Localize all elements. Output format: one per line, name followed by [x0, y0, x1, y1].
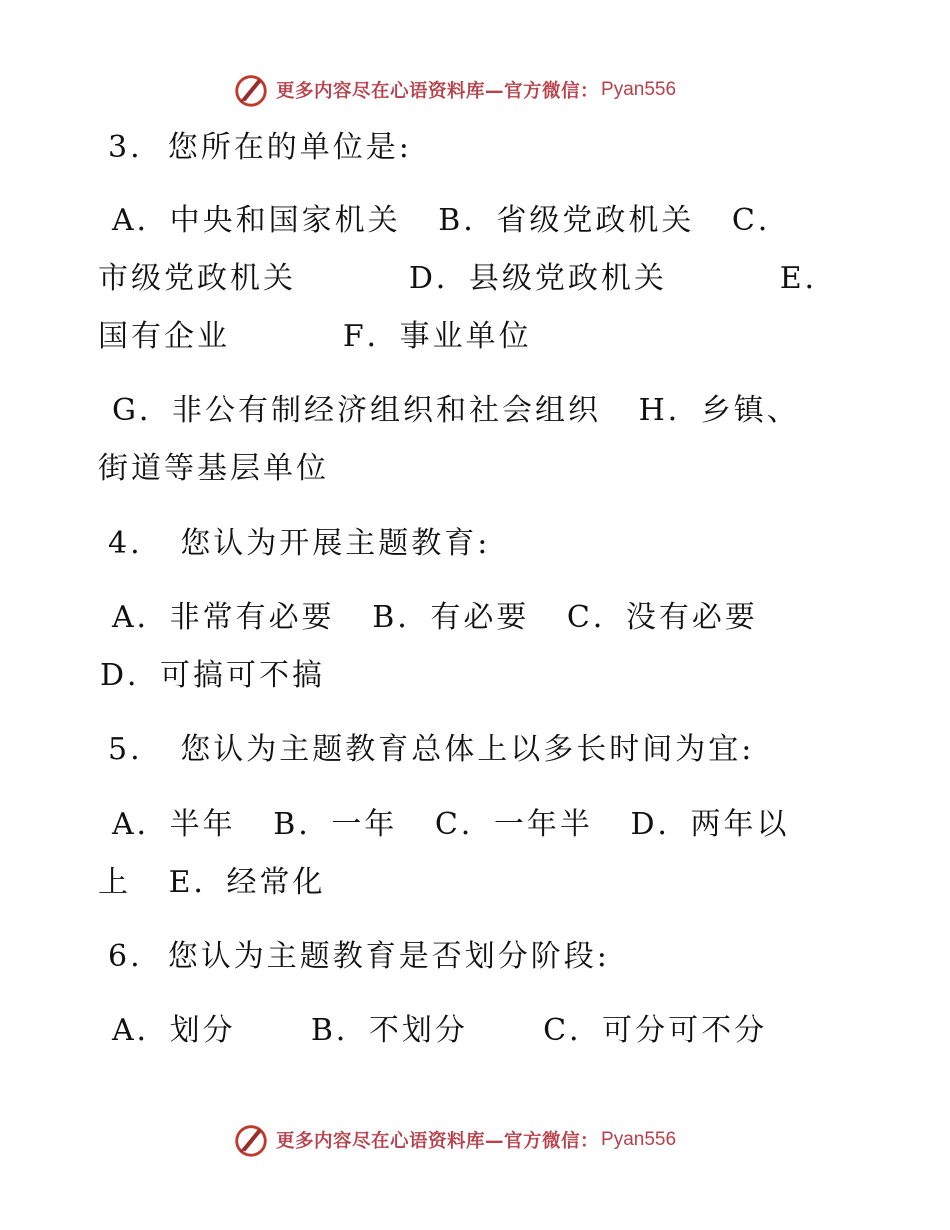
wechat-id: Pyan556 — [601, 79, 677, 100]
question-5-title: 5. 您认为主题教育总体上以多长时间为宜: — [108, 732, 755, 767]
wechat-id: Pyan556 — [601, 1129, 677, 1150]
quill-pen-logo-icon — [232, 1121, 270, 1159]
question-4-options-line-2: D．可搞可不搞 — [100, 658, 326, 693]
question-5-options-line-1: A．半年 B．一年 C．一年半 D．两年以 — [112, 807, 790, 842]
question-3-options-line-4: G．非公有制经济组织和社会组织 H．乡镇、 — [112, 393, 800, 428]
question-3-options-line-1: A．中央和国家机关 B．省级党政机关 C． — [112, 203, 791, 238]
question-4-options-line-1: A．非常有必要 B．有必要 C．没有必要 — [112, 600, 758, 635]
question-5-options-line-2: 上 E．经常化 — [98, 865, 326, 900]
footer-banner — [232, 1120, 676, 1160]
banner-text: 更多内容尽在心语资料库—官方微信： — [276, 1131, 600, 1152]
question-3-options-line-2: 市级党政机关 D．县级党政机关 E． — [98, 261, 838, 296]
question-6-title: 6. 您认为主题教育是否划分阶段: — [108, 939, 610, 974]
question-3-title: 3. 您所在的单位是: — [108, 130, 412, 165]
banner-text: 更多内容尽在心语资料库—官方微信： — [276, 81, 600, 102]
question-4-title: 4. 您认为开展主题教育: — [108, 526, 491, 561]
question-6-options-line-1: A．划分 B．不划分 C．可分可不分 — [112, 1013, 768, 1048]
question-3-options-line-3: 国有企业 F．事业单位 — [98, 319, 532, 354]
question-3-options-line-5: 街道等基层单位 — [98, 451, 329, 486]
quill-pen-logo-icon — [232, 71, 270, 109]
header-banner — [232, 70, 676, 110]
